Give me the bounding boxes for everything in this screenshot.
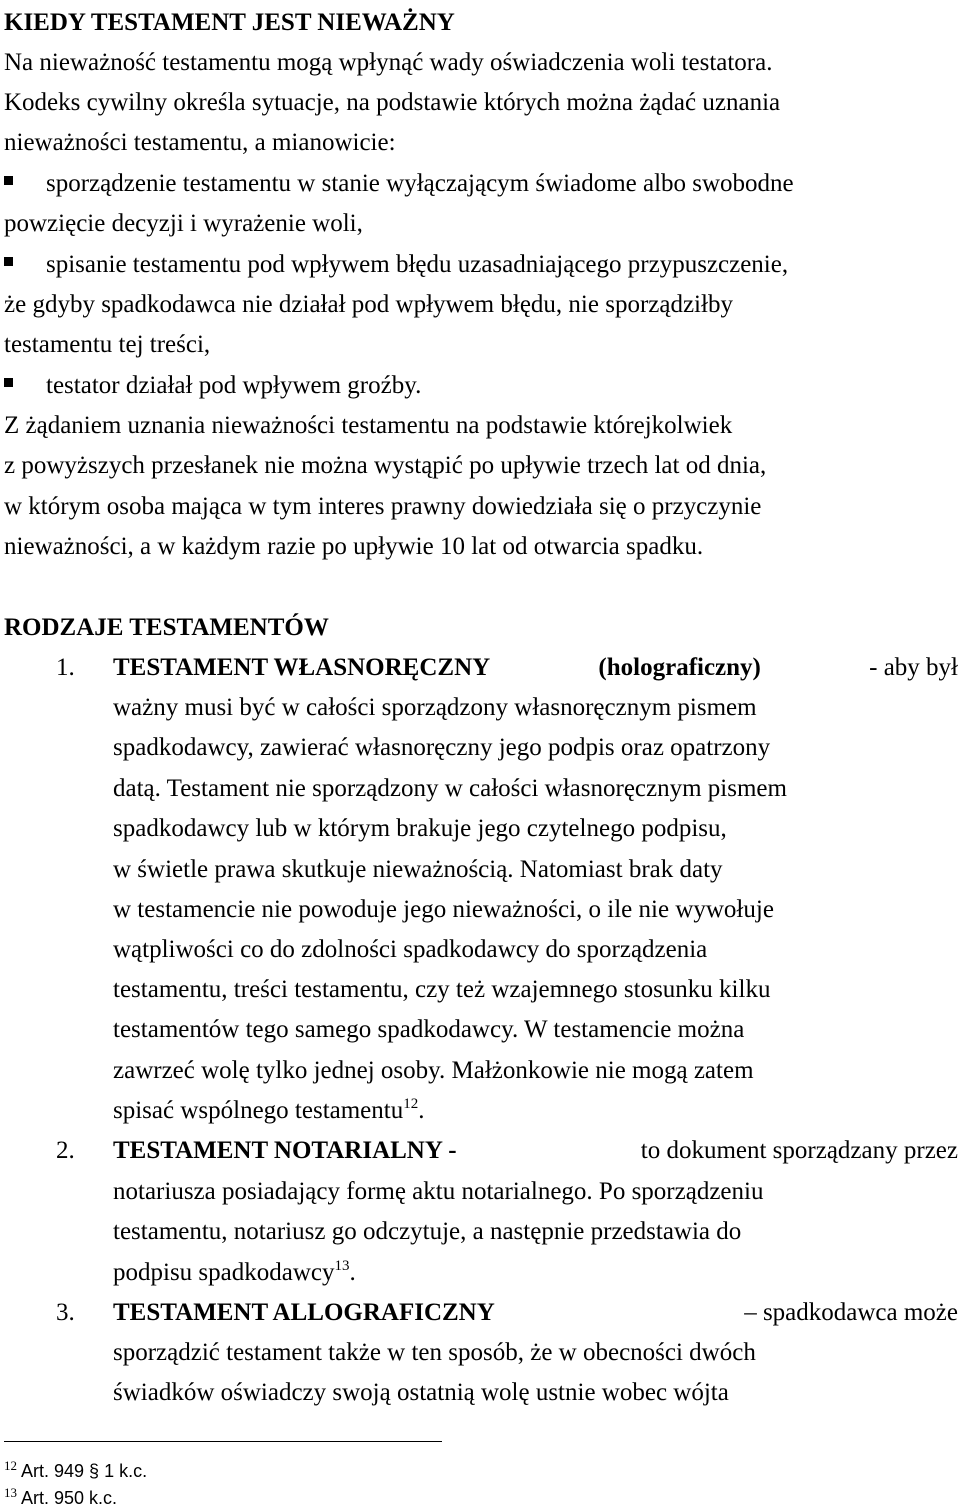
closing-line: Z żądaniem uznania nieważności testamentu na podstawie którejkolwiek [4,412,733,439]
footnote-ref: 12 [403,1096,419,1112]
section-heading-invalid: KIEDY TESTAMENT JEST NIEWAŻNY [4,9,455,36]
square-bullet-icon [4,257,13,266]
item-first-line [113,655,958,680]
item-last-line [113,1098,424,1123]
item-line: testamentu, treści testamentu, czy też wzajemnego stosunku kilku [113,976,771,1003]
item-title: TESTAMENT ALLOGRAFICZNY [113,1299,495,1326]
item-line: świadków oświadczy swoją ostatnią wolę ustnie wobec wójta [113,1379,729,1406]
item-line: sporządzić testament także w ten sposób, że w obecności dwóch [113,1339,756,1366]
item-line: spadkodawcy, zawierać własnoręczny jego podpis oraz opatrzony [113,734,771,761]
item-line: testamentu, notariusz go odczytuje, a następnie przedstawia do [113,1218,742,1245]
item-line: wątpliwości co do zdolności spadkodawcy do sporządzenia [113,936,708,963]
item-line: testamentów tego samego spadkodawcy. W testamencie można [113,1016,745,1043]
bullet-line: powzięcie decyzji i wyrażenie woli, [4,210,363,237]
item-text: – spadkodawca może [744,1299,958,1326]
footnote-number: 12 [4,1458,17,1473]
item-punct: . [418,1097,425,1124]
item-number: 3. [56,1299,75,1326]
footnote-number: 13 [4,1485,17,1500]
item-line: ważny musi być w całości sporządzony własnoręcznym pismem [113,694,757,721]
item-title: TESTAMENT WŁASNORĘCZNY [113,654,491,681]
bullet-line: testamentu tej treści, [4,331,211,358]
footnote-separator [4,1441,442,1442]
intro-line: Kodeks cywilny określa sytuacje, na podstawie których można żądać uznania [4,89,781,116]
item-line: datą. Testament nie sporządzony w całości własnoręcznym pismem [113,775,787,802]
item-text: spisać wspólnego testamentu [113,1097,404,1124]
intro-line: nieważności testamentu, a mianowicie: [4,129,396,156]
section-heading-types: RODZAJE TESTAMENTÓW [4,614,329,641]
footnote-13 [4,1485,118,1508]
item-text: podpisu spadkodawcy [113,1259,335,1286]
item-line: notariusza posiadający formę aktu notarialnego. Po sporządzeniu [113,1178,764,1205]
item-punct: . [349,1259,356,1286]
item-line: w testamencie nie powoduje jego nieważności, o ile nie wywołuje [113,896,774,923]
item-first-line [113,1138,958,1163]
closing-line: nieważności, a w każdym razie po upływie 10 lat od otwarcia spadku. [4,533,704,560]
closing-line: z powyższych przesłanek nie można wystąpić po upływie trzech lat od dnia, [4,452,767,479]
bullet-line: sporządzenie testamentu w stanie wyłączającym świadome albo swobodne [46,170,794,197]
footnote-text: Art. 950 k.c. [21,1488,118,1508]
item-first-line [113,1300,958,1325]
item-text: - aby był [869,654,958,681]
item-number: 2. [56,1137,75,1164]
footnote-12 [4,1458,148,1481]
footnote-ref: 13 [334,1258,350,1274]
bullet-line: spisanie testamentu pod wpływem błędu uzasadniającego przypuszczenie, [46,251,789,278]
item-text: to dokument sporządzany przez [640,1137,958,1164]
bullet-line: testator działał pod wpływem groźby. [46,372,422,399]
item-title-paren: (holograficzny) [598,654,761,681]
intro-line: Na nieważność testamentu mogą wpłynąć wady oświadczenia woli testatora. [4,49,773,76]
square-bullet-icon [4,176,13,185]
item-line: spadkodawcy lub w którym brakuje jego czytelnego podpisu, [113,815,727,842]
item-last-line [113,1260,356,1285]
item-line: w świetle prawa skutkuje nieważnością. Natomiast brak daty [113,856,723,883]
square-bullet-icon [4,378,13,387]
closing-line: w którym osoba mająca w tym interes prawny dowiedziała się o przyczynie [4,493,762,520]
item-title: TESTAMENT NOTARIALNY - [113,1137,457,1164]
item-number: 1. [56,654,75,681]
item-line: zawrzeć wolę tylko jednej osoby. Małżonkowie nie mogą zatem [113,1057,754,1084]
footnote-text: Art. 949 § 1 k.c. [21,1461,148,1481]
bullet-line: że gdyby spadkodawca nie działał pod wpływem błędu, nie sporządziłby [4,291,733,318]
